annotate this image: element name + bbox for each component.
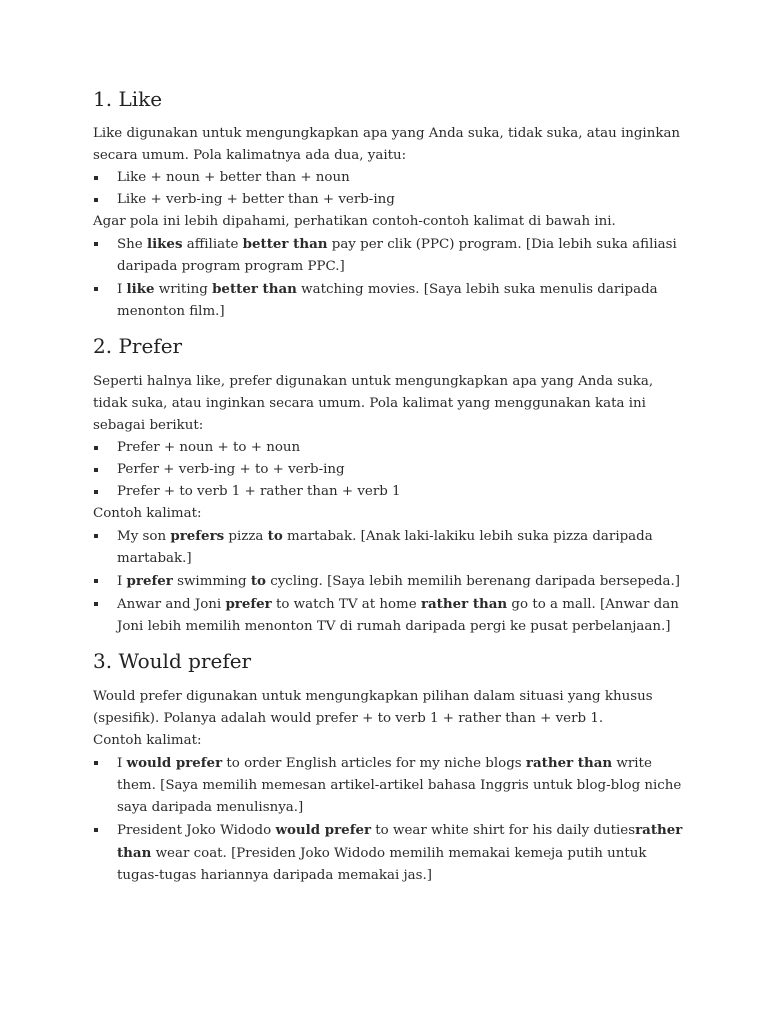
section-like: [93, 86, 683, 323]
section-title: 1. Like: [93, 87, 163, 111]
keyword: better than: [242, 236, 328, 252]
pattern-item: Like + noun + better than + noun: [93, 167, 683, 189]
pattern-item: Like + verb-ing + better than + verb-ing: [93, 189, 683, 211]
keyword: to: [267, 528, 283, 544]
keyword: rather than: [117, 822, 683, 861]
keyword: would prefer: [126, 755, 223, 771]
example-item: Anwar and Joni prefer to watch TV at home rather than go to a mall. [Anwar dan Joni lebih memilih menonton TV di rumah daripada pergi ke pusat perbelanjaan.]: [93, 593, 683, 638]
keyword: to: [250, 573, 266, 589]
example-item: I prefer swimming to cycling. [Saya lebih memilih berenang daripada bersepeda.]: [93, 570, 683, 593]
section-intro: Would prefer digunakan untuk mengungkapkan pilihan dalam situasi yang khusus (spesifik). Polanya adalah would prefer + to verb 1 + rather than + verb 1.: [93, 689, 653, 726]
section-lead: Agar pola ini lebih dipahami, perhatikan contoh-contoh kalimat di bawah ini.: [93, 214, 616, 229]
example-item: My son prefers pizza to martabak. [Anak laki-lakiku lebih suka pizza daripada martabak.]: [93, 525, 683, 570]
keyword: rather than: [525, 755, 613, 771]
example-list: [93, 525, 683, 638]
keyword: prefers: [170, 528, 225, 544]
pattern-item: Prefer + noun + to + noun: [93, 437, 683, 459]
section-would-prefer: [93, 648, 683, 887]
pattern-list: [93, 167, 683, 211]
example-item: She likes affiliate better than pay per clik (PPC) program. [Dia lebih suka afiliasi daripada program program PPC.]: [93, 233, 683, 278]
section-prefer: [93, 333, 683, 638]
example-item: President Joko Widodo would prefer to wear white shirt for his daily dutiesrather than wear coat. [Presiden Joko Widodo memilih memakai kemeja putih untuk tugas-tugas hariannya daripada memakai jas.]: [93, 819, 683, 887]
example-item: I like writing better than watching movies. [Saya lebih suka menulis daripada menonton film.]: [93, 278, 683, 323]
keyword: prefer: [126, 573, 173, 589]
keyword: likes: [146, 236, 183, 252]
keyword: better than: [212, 281, 297, 297]
keyword: would prefer: [275, 822, 372, 838]
section-title: 2. Prefer: [93, 334, 183, 358]
section-lead: Contoh kalimat:: [93, 733, 202, 748]
section-title: 3. Would prefer: [93, 649, 252, 673]
section-intro: Seperti halnya like, prefer digunakan untuk mengungkapkan apa yang Anda suka, tidak suka, atau inginkan secara umum. Pola kalimat yang menggunakan kata ini sebagai berikut:: [93, 374, 654, 433]
keyword: like: [126, 281, 155, 297]
example-list: [93, 752, 683, 887]
example-item: I would prefer to order English articles for my niche blogs rather than write them. [Saya memilih memesan artikel-artikel bahasa Inggris untuk blog-blog niche saya daripada menulisnya.]: [93, 752, 683, 819]
section-intro: Like digunakan untuk mengungkapkan apa yang Anda suka, tidak suka, atau inginkan secara umum. Pola kalimatnya ada dua, yaitu:: [93, 126, 681, 163]
pattern-item: Prefer + to verb 1 + rather than + verb 1: [93, 481, 683, 503]
example-list: [93, 233, 683, 323]
keyword: prefer: [225, 596, 272, 612]
pattern-list: [93, 437, 683, 503]
keyword: rather than: [420, 596, 508, 612]
section-lead: Contoh kalimat:: [93, 506, 202, 521]
pattern-item: Perfer + verb-ing + to + verb-ing: [93, 459, 683, 481]
